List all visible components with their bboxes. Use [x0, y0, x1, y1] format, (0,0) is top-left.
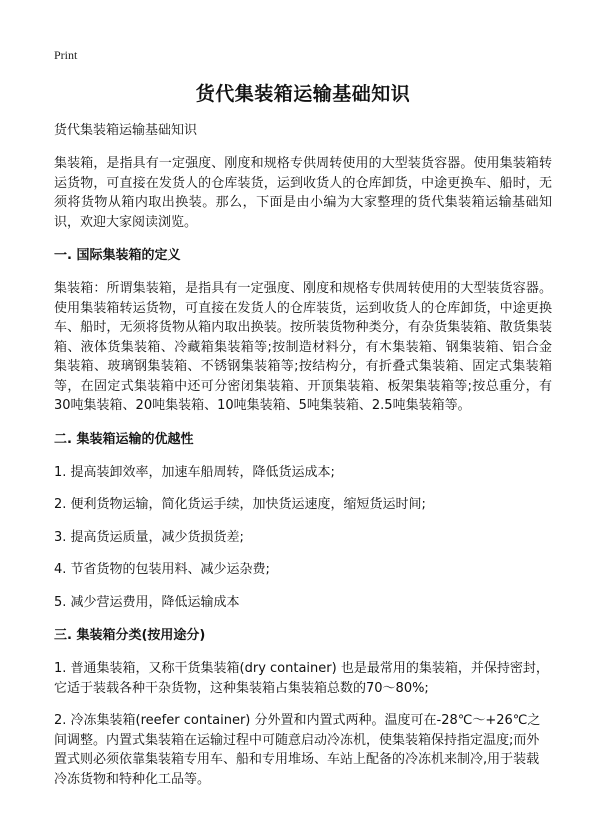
- page-title: 货代集装箱运输基础知识: [195, 83, 411, 105]
- advantage-item: 1. 提高装卸效率，加速车船周转，降低货运成本;: [54, 464, 335, 480]
- subtitle: 货代集装箱运输基础知识: [54, 123, 198, 138]
- print-link[interactable]: Print: [54, 48, 78, 62]
- advantage-item: 5. 减少营运费用，降低运输成本: [54, 594, 240, 610]
- advantage-item: 3. 提高货运质量，减少货损货差;: [54, 529, 244, 545]
- advantage-item: 4. 节省货物的包装用料、减少运杂费;: [54, 562, 270, 577]
- advantage-item: 2. 便利货物运输，简化货运手续，加快货运速度，缩短货运时间;: [54, 497, 426, 512]
- classification-item: 2. 冷冻集装箱(reefer container) 分外置和内置式两种。温度可在-28℃～+26℃之间调整。内置式集装箱在运输过程中可随意启动冷冻机，使集装箱保持指定温度;而外置式则必须依靠集装箱专用车、船和专用堆场、车站上配备的冷冻机来制冷,用于装载冷冻货物和特种化工品等。: [54, 713, 541, 787]
- section-heading-classification: 三. 集装箱分类(按用途分): [54, 628, 206, 643]
- intro-paragraph: 集装箱，是指具有一定强度、刚度和规格专供周转使用的大型装货容器。使用集装箱转运货物，可直接在发货人的仓库装货，运到收货人的仓库卸货，中途更换车、船时，无须将货物从箱内取出换装。那么，下面是由小编为大家整理的货代集装箱运输基础知识，欢迎大家阅读浏览。: [54, 156, 552, 230]
- classification-item: 1. 普通集装箱，又称干货集装箱(dry container) 也是最常用的集装箱，并保持密封，它适于装载各种干杂货物，这种集装箱占集装箱总数的70～80%;: [54, 661, 549, 696]
- section-heading-definition: 一. 国际集装箱的定义: [54, 248, 181, 263]
- section-heading-advantages: 二. 集装箱运输的优越性: [54, 431, 194, 447]
- definition-paragraph: 集装箱：所谓集装箱，是指具有一定强度、刚度和规格专供周转使用的大型装货容器。使用集装箱转运货物，可直接在发货人的仓库装货，运到收货人的仓库卸货，中途更换车、船时，无须将货物从箱内取出换装。按所装货物种类分，有杂货集装箱、散货集装箱、液体货集装箱、冷藏箱集装箱等;按制造材料分，有木集装箱、钢集装箱、铝合金集装箱、玻璃钢集装箱、不锈钢集装箱等;按结构分，有折叠式集装箱、固定式集装箱等，在固定式集装箱中还可分密闭集装箱、开顶集装箱、板架集装箱等;按总重分，有30吨集装箱、20吨集装箱、10吨集装箱、5吨集装箱、2.5吨集装箱等。: [54, 281, 552, 413]
